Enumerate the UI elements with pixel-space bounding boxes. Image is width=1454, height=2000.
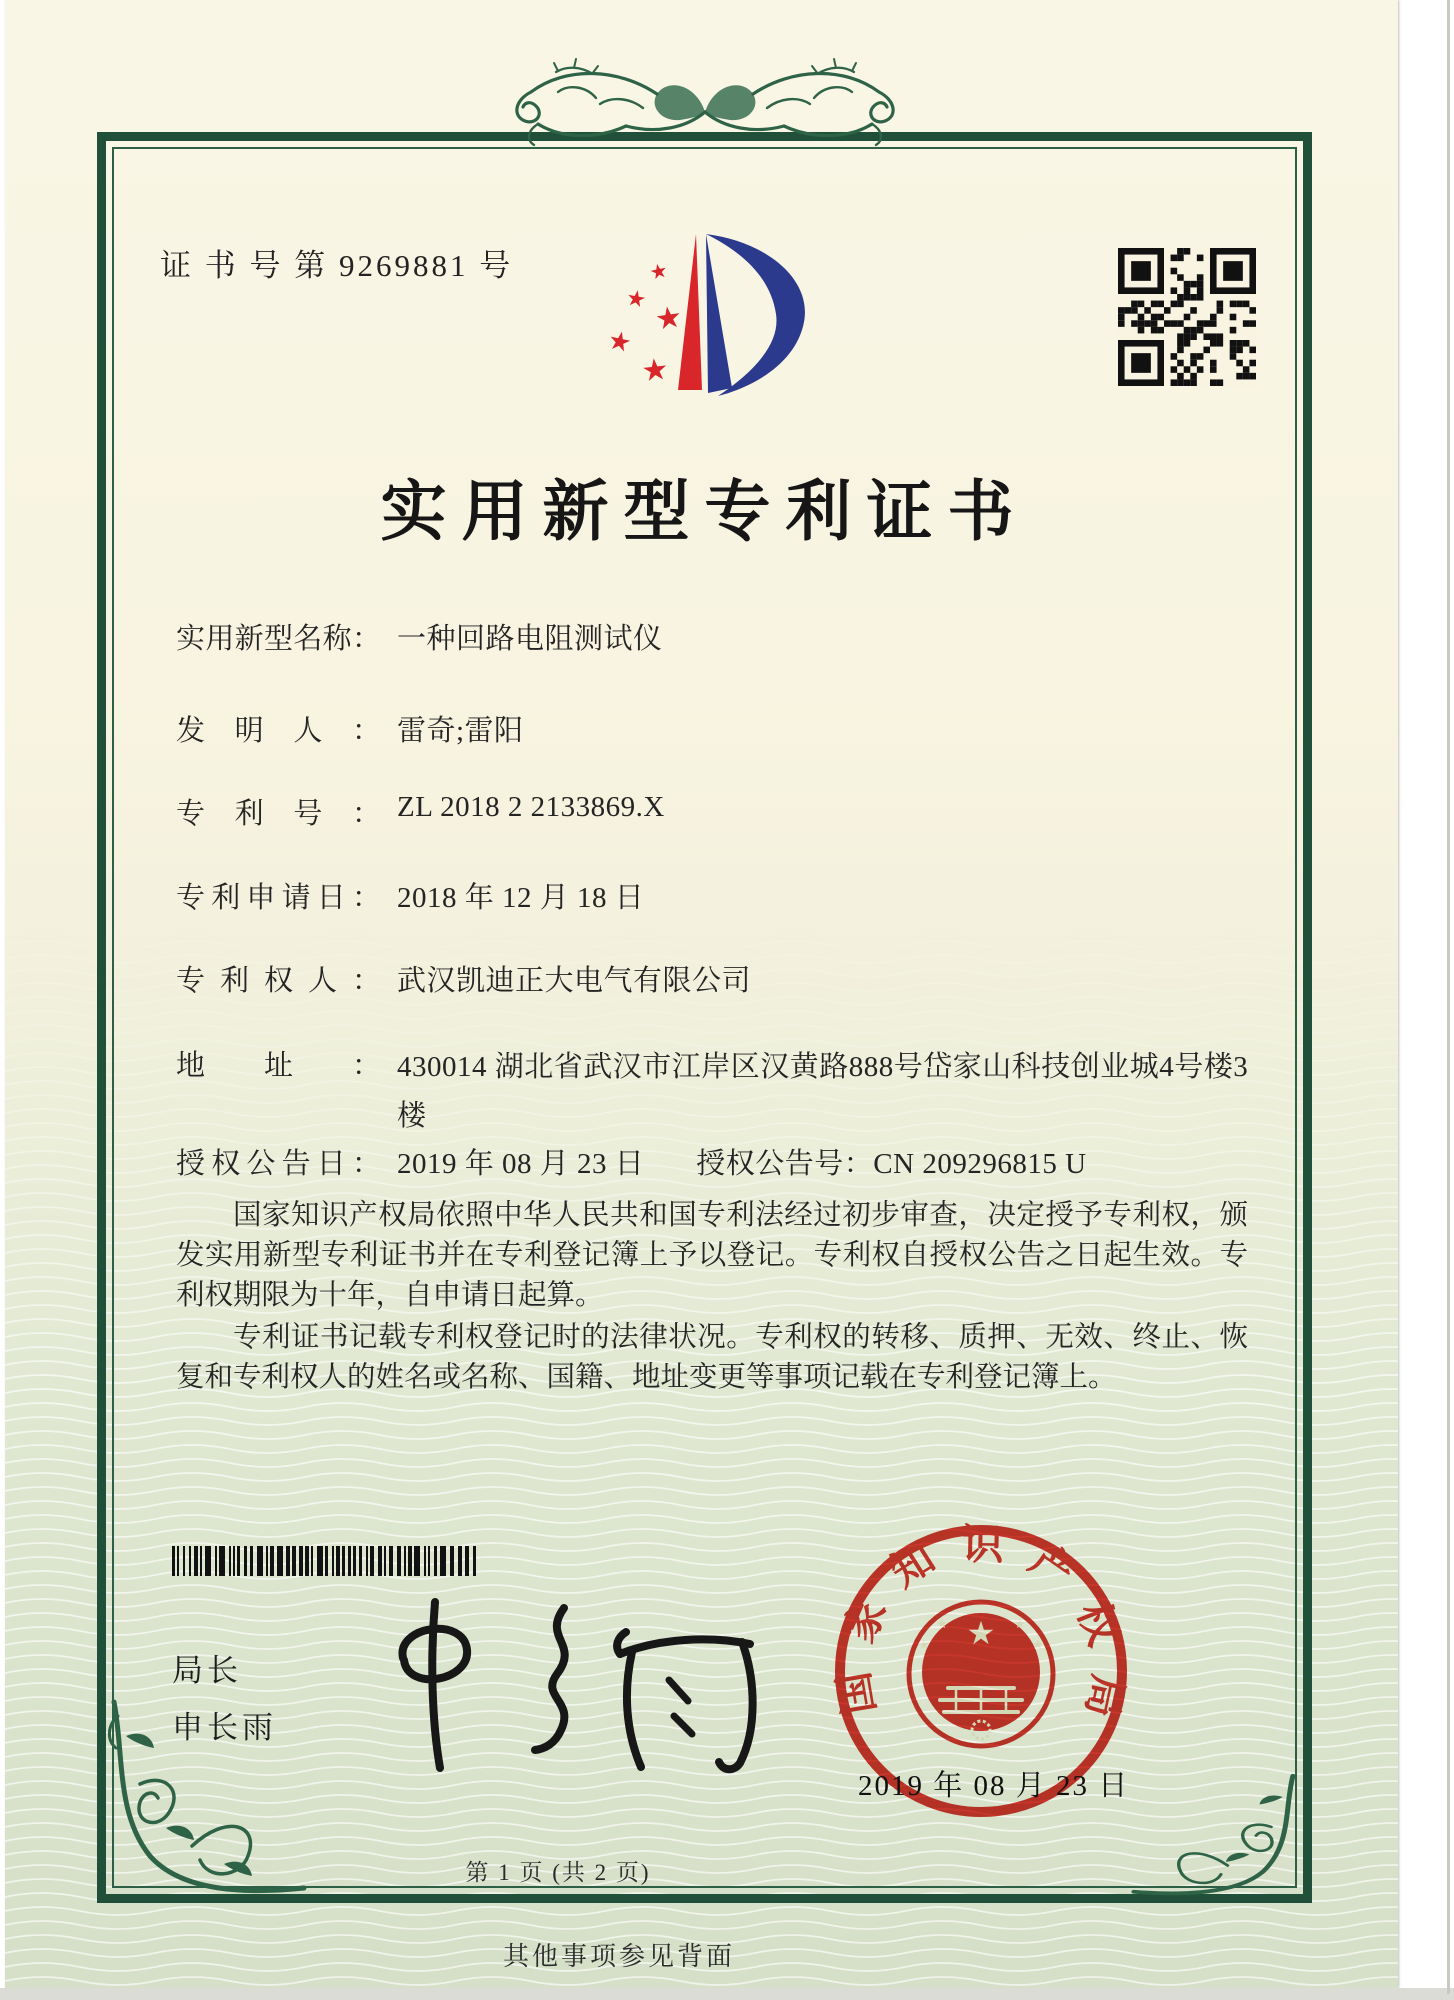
grant-number-value: CN 209296815 U — [873, 1148, 1087, 1180]
svg-text:★: ★ — [639, 352, 671, 389]
seal-ring-text: 国家知识产权局 — [831, 1522, 1131, 1724]
director-title: 局长 — [172, 1653, 242, 1688]
back-side-note: 其他事项参见背面 — [503, 1942, 736, 1971]
field-row-name — [176, 616, 663, 657]
field-row-patent-number — [176, 791, 665, 832]
page-number-footer: 第 1 页 (共 2 页) — [465, 1860, 651, 1885]
certificate-title: 实用新型专利证书 — [380, 476, 1029, 549]
svg-text:★: ★ — [647, 259, 670, 285]
field-value: 430014 湖北省武汉市江岸区汉黄路888号岱家山科技创业城4号楼3楼 — [397, 1051, 1249, 1132]
seal-date: 2019 年 08 月 23 日 — [858, 1770, 1130, 1802]
svg-text:★: ★ — [918, 1637, 930, 1652]
field-label: 实用新型名称： — [176, 623, 381, 655]
field-row-address — [176, 1043, 1277, 1141]
field-value: 2018 年 12 月 18 日 — [397, 882, 645, 914]
scan-edge-right — [1447, 0, 1450, 1994]
svg-text:★: ★ — [1032, 1637, 1044, 1652]
field-row-patentee — [176, 958, 751, 999]
top-border-ornament — [462, 50, 948, 172]
field-row-filing-date — [176, 875, 644, 916]
director-signature — [368, 1580, 778, 1785]
field-label: 专利权人： — [176, 965, 381, 997]
logo-red-wedge — [678, 234, 702, 390]
field-row-grant — [176, 1141, 1087, 1182]
field-value: 武汉凯迪正大电气有限公司 — [397, 965, 752, 997]
field-label: 专利申请日： — [176, 882, 381, 914]
field-row-inventor — [176, 708, 524, 749]
field-value: ZL 2018 2 2133869.X — [397, 791, 665, 823]
grant-number-pair — [696, 1148, 1086, 1180]
grant-date-label: 授权公告日： — [176, 1148, 381, 1180]
field-label: 地址： — [176, 1050, 381, 1082]
bottom-left-flourish — [96, 1696, 311, 1898]
svg-text:★: ★ — [966, 1615, 996, 1651]
body-paragraph-2: 专利证书记载专利权登记时的法律状况。专利权的转移、质押、无效、终止、恢复和专利权人的姓名或名称、国籍、地址变更等事项记载在专利登记簿上。 — [176, 1322, 1248, 1393]
scan-edge-bottom — [0, 1988, 1454, 2000]
director-name: 申长雨 — [172, 1710, 277, 1745]
legal-body-text — [176, 1196, 1248, 1398]
logo-stars — [605, 260, 684, 389]
bottom-right-flourish — [1128, 1772, 1308, 1898]
svg-text:★: ★ — [605, 325, 635, 359]
logo-blue-wedge — [706, 234, 732, 393]
barcode — [172, 1546, 478, 1576]
svg-text:★: ★ — [653, 300, 685, 337]
body-paragraph-1: 国家知识产权局依照中华人民共和国专利法经过初步审查，决定授予专利权，颁发实用新型专利证书并在专利登记簿上予以登记。专利权自授权公告之日起生效。专利权期限为十年，自申请日起算。 — [176, 1200, 1248, 1311]
qr-code — [1118, 248, 1256, 386]
svg-text:★: ★ — [936, 1616, 948, 1631]
field-label: 专利号： — [176, 798, 381, 830]
field-value: 一种回路电阻测试仪 — [397, 623, 663, 655]
national-emblem-icon — [909, 1602, 1053, 1746]
svg-text:★: ★ — [1014, 1616, 1026, 1631]
svg-text:★: ★ — [624, 284, 649, 313]
certificate-number: 证 书 号 第 9269881 号 — [160, 248, 514, 283]
grant-number-label: 授权公告号： — [696, 1148, 874, 1180]
field-value: 雷奇;雷阳 — [397, 715, 524, 747]
grant-date-value: 2019 年 08 月 23 日 — [397, 1148, 645, 1180]
field-label: 发明人： — [176, 715, 381, 747]
cnipa-logo — [590, 228, 818, 406]
